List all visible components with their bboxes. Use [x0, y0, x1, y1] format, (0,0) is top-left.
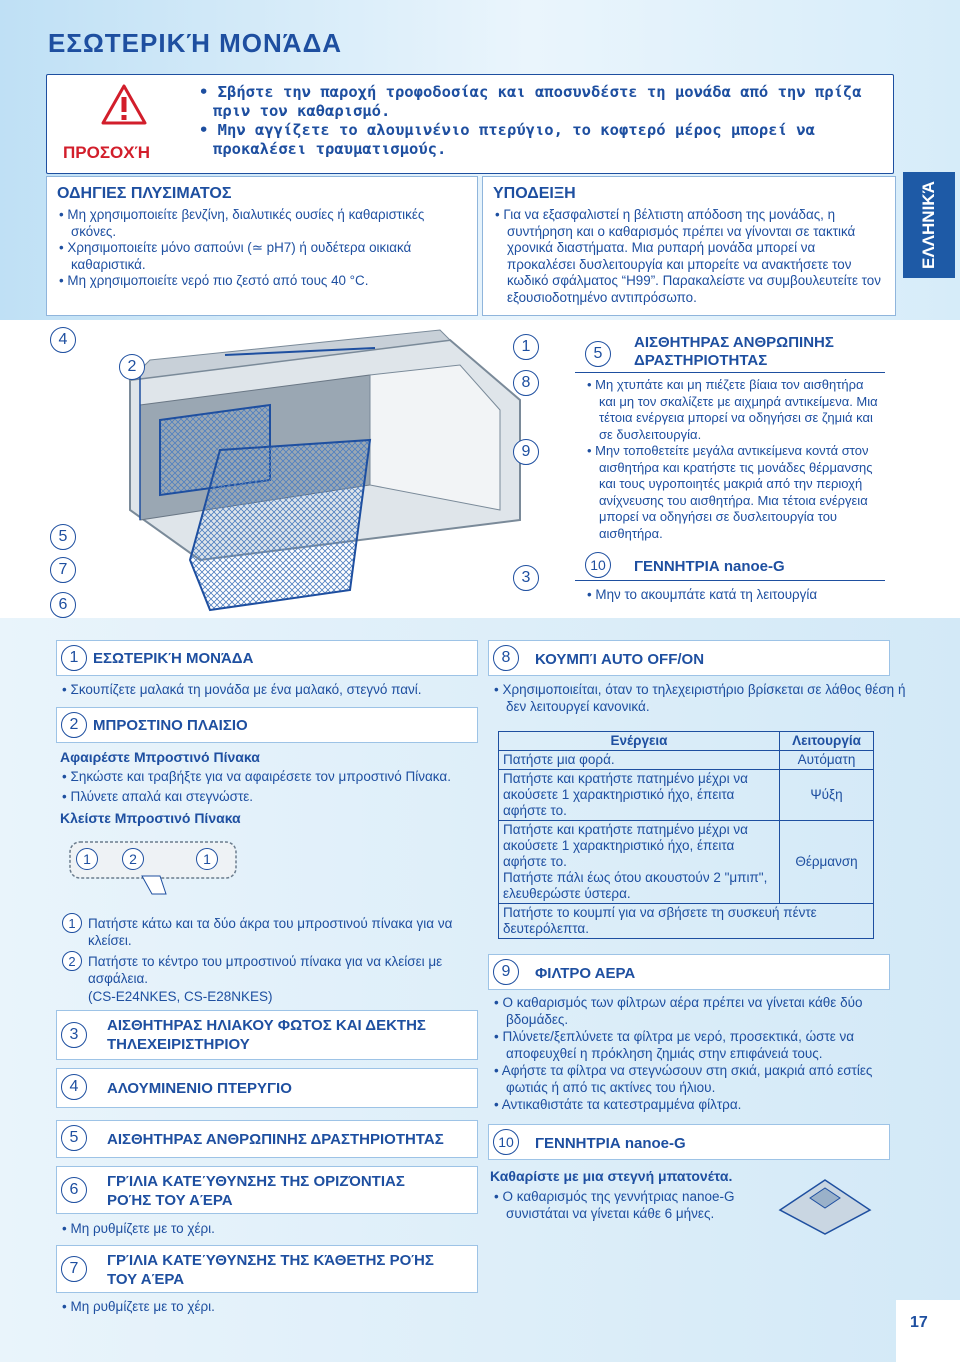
table-cell-part: Πατήστε και κρατήστε πατημένο μέχρι να ακούσετε 1 χαρακτηριστικό ήχο, έπειτα αφήστε το.	[503, 822, 748, 869]
table-cell: Αυτόματη	[780, 751, 874, 770]
section-2-title: ΜΠΡΟΣΤΙΝΟ ΠΛΑΙΣΙΟ	[93, 717, 248, 734]
washing-title: ΟΔΗΓΙΕΣ ΠΛΥΣΙΜΑΤΟΣ	[57, 185, 232, 202]
table-cell: Πατήστε και κρατήστε πατημένο μέχρι να ακούσετε 1 χαρακτηριστικό ήχο, έπειτα αφήστε το.	[499, 770, 780, 821]
tip-box	[482, 176, 896, 316]
table-cell: Πατήστε μια φορά.	[499, 751, 780, 770]
section-4-number: 4	[61, 1074, 87, 1100]
sensor5-list	[575, 377, 887, 542]
section-8-item: • Χρησιμοποιείται, όταν το τηλεχειριστήριο βρίσκεται σε λάθος θέση ή δεν λειτουργεί κανονικά.	[482, 681, 906, 715]
section-9-list	[482, 994, 882, 1113]
washing-item: • Μη χρησιμοποιείτε βενζίνη, διαλυτικές ουσίες ή καθαριστικές σκόνες.	[47, 207, 469, 240]
step-2-text: Πατήστε το κέντρο του μπροστινού πίνακα για να κλείσει με ασφάλεια.	[88, 954, 443, 986]
section-6-number: 6	[61, 1177, 87, 1203]
section-9-item: • Αντικαθιστάτε τα κατεστραμμένα φίλτρα.	[482, 1096, 874, 1113]
section-9-number: 9	[493, 959, 519, 985]
washing-item: • Χρησιμοποιείτε μόνο σαπούνι (≃ pH7) ή ουδέτερα οικιακά καθαριστικά.	[47, 240, 469, 273]
section-5-header	[56, 1120, 478, 1158]
auto-button-table	[498, 731, 874, 939]
section-9-item: • Αφήστε τα φίλτρα να στεγνώσουν στη σκιά, μακριά από εστίες φωτιάς ή από τις ακτίνες του ήλιου.	[482, 1062, 874, 1096]
section-6-title: ΓΡΊΛΙΑ ΚΑΤΕΎΘΥΝΣΗΣ ΤΗΣ ΟΡΙΖΌΝΤΙΑΣ ΡΟΉΣ ΤΟΥ ΑΈΡΑ	[107, 1173, 405, 1209]
tip-text: • Για να εξασφαλιστεί η βέλτιστη απόδοση της μονάδας, η συντήρηση και ο καθαρισμός πρέπει να γίνονται σε τακτικά χρονικά διαστήματα. Μια ρυπαρή μονάδα μπορεί να προκαλέσει δυσλειτουργία και μπορείτε να ανακτήσετε τον κωδικό σφάλματος “H99”. Παρακαλείστε να συμβουλευτείτε τον εξουσιοδοτημένο αντιπρόσωπο.	[483, 207, 887, 306]
warning-text	[199, 83, 889, 159]
sensor5-title: ΑΙΣΘΗΤΗΡΑΣ ΑΝΘΡΩΠΙΝΗΣ ΔΡΑΣΤΗΡΙΟΤΗΤΑΣ	[634, 334, 834, 369]
section-8-title: ΚΟΥΜΠΊ AUTO OFF/ON	[535, 651, 705, 668]
table-footer: Πατήστε το κουμπί για να σβήσετε τη συσκευή πέντε δευτερόλεπτα.	[499, 904, 874, 939]
sensor5-item: • Μη χτυπάτε και μη πιέζετε βίαια τον αισθητήρα και μη τον σκαλίζετε με αιχμηρά αντικείμενα. Μια τέτοια ενέργεια μπορεί να οδηγήσει σε ζημιά και σε δυσλειτουργία.	[575, 377, 879, 443]
callout-8: 8	[513, 370, 539, 396]
indoor-unit-illustration	[40, 320, 560, 620]
section-4-title: ΑΛΟΥΜΙΝΕΝΙΟ ΠΤΕΡΥΓΙΟ	[107, 1080, 292, 1097]
step-1-number: 1	[62, 913, 82, 933]
section-8-number: 8	[493, 645, 519, 671]
nanoe-title: ΓΕΝΝΗΤΡΙΑ nanoe-G	[634, 558, 785, 575]
close-panel-title: Κλείστε Μπροστινό Πίνακα	[60, 810, 241, 826]
section-9-title: ΦΙΛΤΡΟ ΑΕΡΑ	[535, 965, 636, 982]
section-2-number: 2	[61, 712, 87, 738]
step-2-number: 2	[62, 951, 82, 971]
section-4-header	[56, 1068, 478, 1108]
page-number: 17	[910, 1314, 928, 1331]
section-2-header	[56, 707, 478, 743]
callout-6: 6	[50, 592, 76, 618]
models-note: (CS-E24NKES, CS-E28NKES)	[88, 989, 273, 1004]
section-10-item: • Ο καθαρισμός της γεννήτριας nanoe-G συνιστάται να γίνεται κάθε 6 μήνες.	[482, 1188, 796, 1222]
warning-icon	[101, 83, 147, 125]
fig-label-2: 2	[122, 848, 144, 870]
tip-title: ΥΠΟΔΕΙΞΗ	[493, 185, 576, 202]
section-1-item: • Σκουπίζετε μαλακά τη μονάδα με ένα μαλακό, στεγνό πανί.	[50, 681, 494, 698]
section-7-header	[56, 1245, 478, 1293]
section-8-header	[488, 640, 890, 676]
callout-7: 7	[50, 557, 76, 583]
remove-panel-item: • Σηκώστε και τραβήξτε για να αφαιρέσετε τον μπροστινό Πίνακα.	[50, 768, 494, 785]
section-10-subtitle: Καθαρίστε με μια στεγνή μπατονέτα.	[490, 1168, 733, 1184]
section-1-title: ΕΣΩΤΕΡΙΚΉ ΜΟΝΆΔΑ	[93, 650, 254, 667]
fig-label-1: 1	[76, 848, 98, 870]
language-tab: ΕΛΛΗΝΙΚΆ	[903, 172, 955, 278]
callout-3: 3	[513, 565, 539, 591]
callout-9: 9	[513, 439, 539, 465]
washing-instructions-box	[46, 176, 478, 316]
nanoe-generator-illustration	[770, 1170, 880, 1240]
section-5-title: ΑΙΣΘΗΤΗΡΑΣ ΑΝΘΡΩΠΙΝΗΣ ΔΡΑΣΤΗΡΙΟΤΗΤΑΣ	[107, 1131, 444, 1148]
table-cell-part: Πατήστε πάλι έως ότου ακουστούν 2 "μπιπ", ελευθερώστε ύστερα.	[503, 870, 768, 901]
remove-panel-item: • Πλύνετε απαλά και στεγνώστε.	[50, 788, 494, 805]
step-1-text: Πατήστε κάτω και τα δύο άκρα του μπροστινού πίνακα για να κλείσει.	[88, 916, 453, 948]
sensor5-number: 5	[585, 341, 611, 367]
section-5-number: 5	[61, 1125, 87, 1151]
washing-item: • Μη χρησιμοποιείτε νερό πιο ζεστό από τους 40 °C.	[47, 273, 469, 290]
callout-5: 5	[50, 524, 76, 550]
nanoe-item: • Μην το ακουμπάτε κατά τη λειτουργία	[575, 587, 909, 604]
section-6-header	[56, 1166, 478, 1214]
section-10-header	[488, 1124, 890, 1160]
section-3-header	[56, 1010, 478, 1060]
table-cell: Ψύξη	[780, 770, 874, 821]
callout-2: 2	[119, 354, 145, 380]
remove-panel-title: Αφαιρέστε Μπροστινό Πίνακα	[60, 749, 260, 765]
fig-label-1: 1	[196, 848, 218, 870]
section-6-item: • Μη ρυθμίζετε με το χέρι.	[50, 1220, 494, 1237]
warning-item: • Μην αγγίζετε το αλουμινένιο πτερύγιο, το κοφτερό μέρος μπορεί να προκαλέσει τραυματισμούς.	[199, 121, 815, 158]
section-10-title: ΓΕΝΝΗΤΡΙΑ nanoe-G	[535, 1135, 686, 1152]
section-1-header	[56, 640, 478, 676]
warning-box	[46, 74, 894, 174]
table-header-mode: Λειτουργία	[780, 732, 874, 751]
divider	[575, 372, 885, 373]
page-number-corner	[896, 1300, 960, 1362]
table-cell	[499, 821, 780, 904]
callout-4: 4	[50, 327, 76, 353]
section-7-title: ΓΡΊΛΙΑ ΚΑΤΕΎΘΥΝΣΗΣ ΤΗΣ ΚΆΘΕΤΗΣ ΡΟΉΣ ΤΟΥ ΑΈΡΑ	[107, 1252, 434, 1288]
section-7-number: 7	[61, 1256, 87, 1282]
section-9-item: • Πλύνετε/ξεπλύνετε τα φίλτρα με νερό, προσεκτικά, ώστε να αποφευχθεί η πρόκληση ζημιάς στην επιφάνειά τους.	[482, 1028, 874, 1062]
page-title: ΕΣΩΤΕΡΙΚΉ ΜΟΝΆΔΑ	[48, 28, 343, 58]
section-10-number: 10	[493, 1129, 519, 1155]
warning-label: ΠΡΟΣΟΧΉ	[63, 143, 151, 162]
section-9-header	[488, 954, 890, 990]
callout-1: 1	[513, 334, 539, 360]
table-cell: Θέρμανση	[780, 821, 874, 904]
table-header-action: Ενέργεια	[499, 732, 780, 751]
section-7-item: • Μη ρυθμίζετε με το χέρι.	[50, 1298, 494, 1315]
section-3-title: ΑΙΣΘΗΤΗΡΑΣ ΗΛΙΑΚΟΥ ΦΩΤΟΣ ΚΑΙ ΔΕΚΤΗΣ ΤΗΛΕΧΕΙΡΙΣΤΗΡΙΟΥ	[107, 1017, 426, 1053]
section-3-number: 3	[61, 1022, 87, 1048]
sensor5-item: • Μην τοποθετείτε μεγάλα αντικείμενα κοντά στον αισθητήρα και κρατήστε τις μονάδες θέρμανσης και τους υγροποιητές μακριά από την περιοχή ανίχνευσης του αισθητήρα. Μια τέτοια ενέργεια μπορεί να οδηγήσει σε δυσλειτουργία του αισθητήρα.	[575, 443, 879, 542]
nanoe-number: 10	[585, 552, 611, 578]
section-1-number: 1	[61, 645, 87, 671]
divider	[575, 580, 885, 581]
warning-item: • Σβήστε την παροχή τροφοδοσίας και αποσυνδέστε τη μονάδα από την πρίζα πριν τον καθαρισμό.	[199, 83, 862, 120]
section-9-item: • Ο καθαρισμός των φίλτρων αέρα πρέπει να γίνεται κάθε δύο βδομάδες.	[482, 994, 874, 1028]
